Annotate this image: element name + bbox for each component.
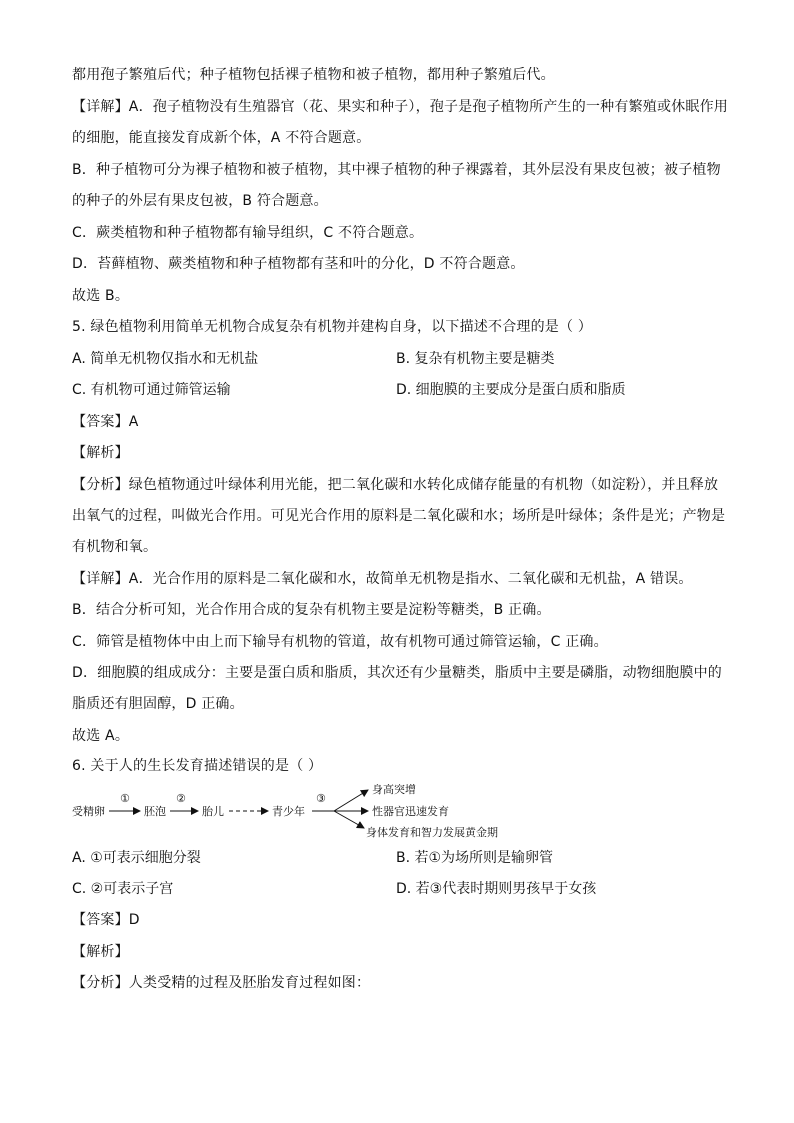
question-6-stem: 6. 关于人的生长发育描述错误的是（ ）	[72, 758, 323, 774]
outcome-height: 身高突增	[372, 784, 416, 796]
paragraph-line: 的种子的外层有果皮包被，B 符合题意。	[72, 193, 328, 209]
q6-option-c: C. ②可表示子宫	[72, 881, 174, 897]
paragraph-line: 故选 B。	[72, 288, 130, 304]
paragraph-line: 有机物和氧。	[72, 539, 158, 555]
paragraph-line: 脂质还有胆固醇，D 正确。	[72, 696, 244, 712]
q6-analysis-label: 【解析】	[72, 944, 129, 960]
branch-arrow-up	[334, 790, 368, 811]
q6-analysis-text: 【分析】人类受精的过程及胚胎发育过程如图：	[72, 975, 371, 991]
paragraph-line: 【详解】A．光合作用的原料是二氧化碳和水，故简单无机物是指水、二氧化碳和无机盐，A 错误。	[72, 571, 693, 587]
label-circle-2: ②	[176, 792, 186, 805]
paragraph-line: D．苔藓植物、蕨类植物和种子植物都有茎和叶的分化，D 不符合题意。	[72, 256, 525, 272]
q5-option-d: D. 细胞膜的主要成分是蛋白质和脂质	[396, 382, 626, 398]
paragraph-line: 都用孢子繁殖后代；种子植物包括裸子植物和被子植物，都用种子繁殖后代。	[72, 67, 555, 83]
node-fetus: 胎儿	[202, 805, 224, 818]
paragraph-line: D．细胞膜的组成成分：主要是蛋白质和脂质，其次还有少量糖类，脂质中主要是磷脂，动物细胞膜中的	[72, 665, 722, 681]
node-fertilized-egg: 受精卵	[72, 805, 105, 818]
q5-option-a: A. 简单无机物仅指水和无机盐	[72, 351, 259, 367]
paragraph-line: 的细胞，能直接发育成新个体，A 不符合题意。	[72, 130, 371, 146]
q6-option-a: A. ①可表示细胞分裂	[72, 850, 201, 866]
node-adolescent: 青少年	[272, 805, 305, 818]
paragraph-line: B．种子植物可分为裸子植物和被子植物，其中裸子植物的种子裸露着，其外层没有果皮包被；被子植物	[72, 162, 721, 178]
outcome-sex-organs: 性器官迅速发育	[372, 805, 449, 818]
q5-option-b: B. 复杂有机物主要是糖类	[396, 351, 555, 367]
paragraph-line: 【详解】A．孢子植物没有生殖器官（花、果实和种子），孢子是孢子植物所产生的一种有繁殖或休眠作用	[72, 99, 728, 115]
outcome-golden-period: 身体发育和智力发展黄金期	[366, 826, 498, 839]
branch-arrow-down	[334, 811, 364, 828]
paragraph-line: 出氧气的过程，叫做光合作用。可见光合作用的原料是二氧化碳和水；场所是叶绿体；条件是光；产物是	[72, 508, 726, 524]
q6-option-d: D. 若③代表时期则男孩早于女孩	[396, 881, 597, 897]
node-blastocyst: 胚泡	[144, 805, 166, 818]
label-circle-1: ①	[120, 792, 130, 805]
q5-analysis-label: 【解析】	[72, 445, 129, 461]
paragraph-line: C．蕨类植物和种子植物都有输导组织，C 不符合题意。	[72, 225, 424, 241]
label-circle-3: ③	[316, 792, 326, 805]
paragraph-line: 故选 A。	[72, 728, 130, 744]
development-flow-diagram	[72, 784, 532, 840]
paragraph-line: B．结合分析可知，光合作用合成的复杂有机物主要是淀粉等糖类，B 正确。	[72, 602, 551, 618]
paragraph-line: C．筛管是植物体中由上而下输导有机物的管道，故有机物可通过筛管运输，C 正确。	[72, 634, 608, 650]
paragraph-line: 【分析】绿色植物通过叶绿体利用光能，把二氧化碳和水转化成储存能量的有机物（如淀粉），并且释放	[72, 477, 719, 493]
q6-answer: 【答案】D	[72, 912, 140, 928]
q5-answer: 【答案】A	[72, 414, 139, 430]
q6-option-b: B. 若①为场所则是输卵管	[396, 850, 554, 866]
question-5-stem: 5. 绿色植物利用简单无机物合成复杂有机物并建构自身，以下描述不合理的是（ ）	[72, 319, 593, 335]
q5-option-c: C. 有机物可通过筛管运输	[72, 382, 231, 398]
